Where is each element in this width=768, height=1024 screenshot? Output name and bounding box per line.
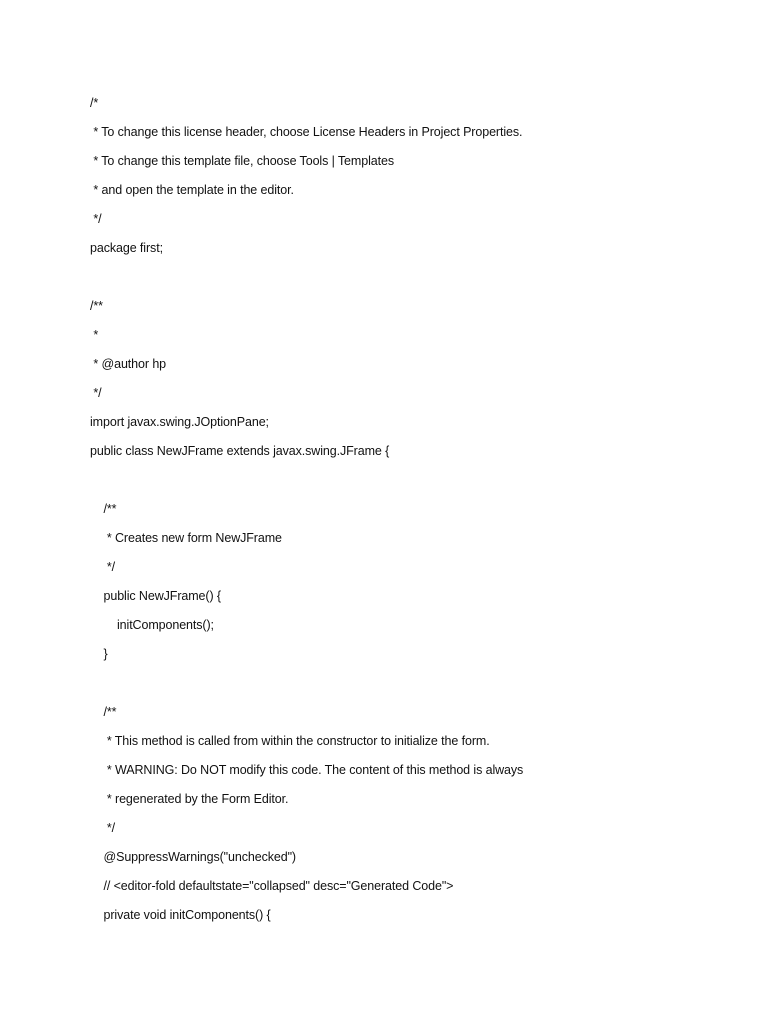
code-line: * and open the template in the editor. [90, 183, 294, 197]
code-line: */ [90, 386, 102, 400]
code-line: * Creates new form NewJFrame [90, 531, 282, 545]
code-line: * WARNING: Do NOT modify this code. The content of this method is always [90, 763, 524, 777]
code-line: * regenerated by the Form Editor. [90, 792, 289, 806]
code-line: */ [90, 821, 116, 835]
code-line: public NewJFrame() { [90, 589, 221, 603]
code-line: */ [90, 560, 116, 574]
code-line [90, 466, 750, 495]
code-line: * @author hp [90, 357, 167, 371]
code-line [90, 669, 750, 698]
code-line: /* [90, 96, 99, 110]
code-line: // <editor-fold defaultstate="collapsed" desc="Generated Code"> [90, 879, 454, 893]
code-line: public class NewJFrame extends javax.swing.JFrame { [90, 444, 390, 458]
code-line: /** [90, 705, 117, 719]
code-line: /** [90, 299, 103, 313]
code-line: initComponents(); [90, 618, 214, 632]
code-line: /** [90, 502, 117, 516]
code-line: * [90, 328, 99, 342]
code-line: } [90, 647, 108, 661]
code-line: */ [90, 212, 102, 226]
code-line: private void initComponents() { [90, 908, 271, 922]
code-line: * This method is called from within the constructor to initialize the form. [90, 734, 490, 748]
code-line: @SuppressWarnings("unchecked") [90, 850, 296, 864]
code-line: * To change this license header, choose License Headers in Project Properties. [90, 125, 523, 139]
code-listing [90, 89, 750, 930]
code-line: * To change this template file, choose Tools | Templates [90, 154, 394, 168]
code-line: package first; [90, 241, 163, 255]
code-line: import javax.swing.JOptionPane; [90, 415, 269, 429]
code-line [90, 263, 750, 292]
